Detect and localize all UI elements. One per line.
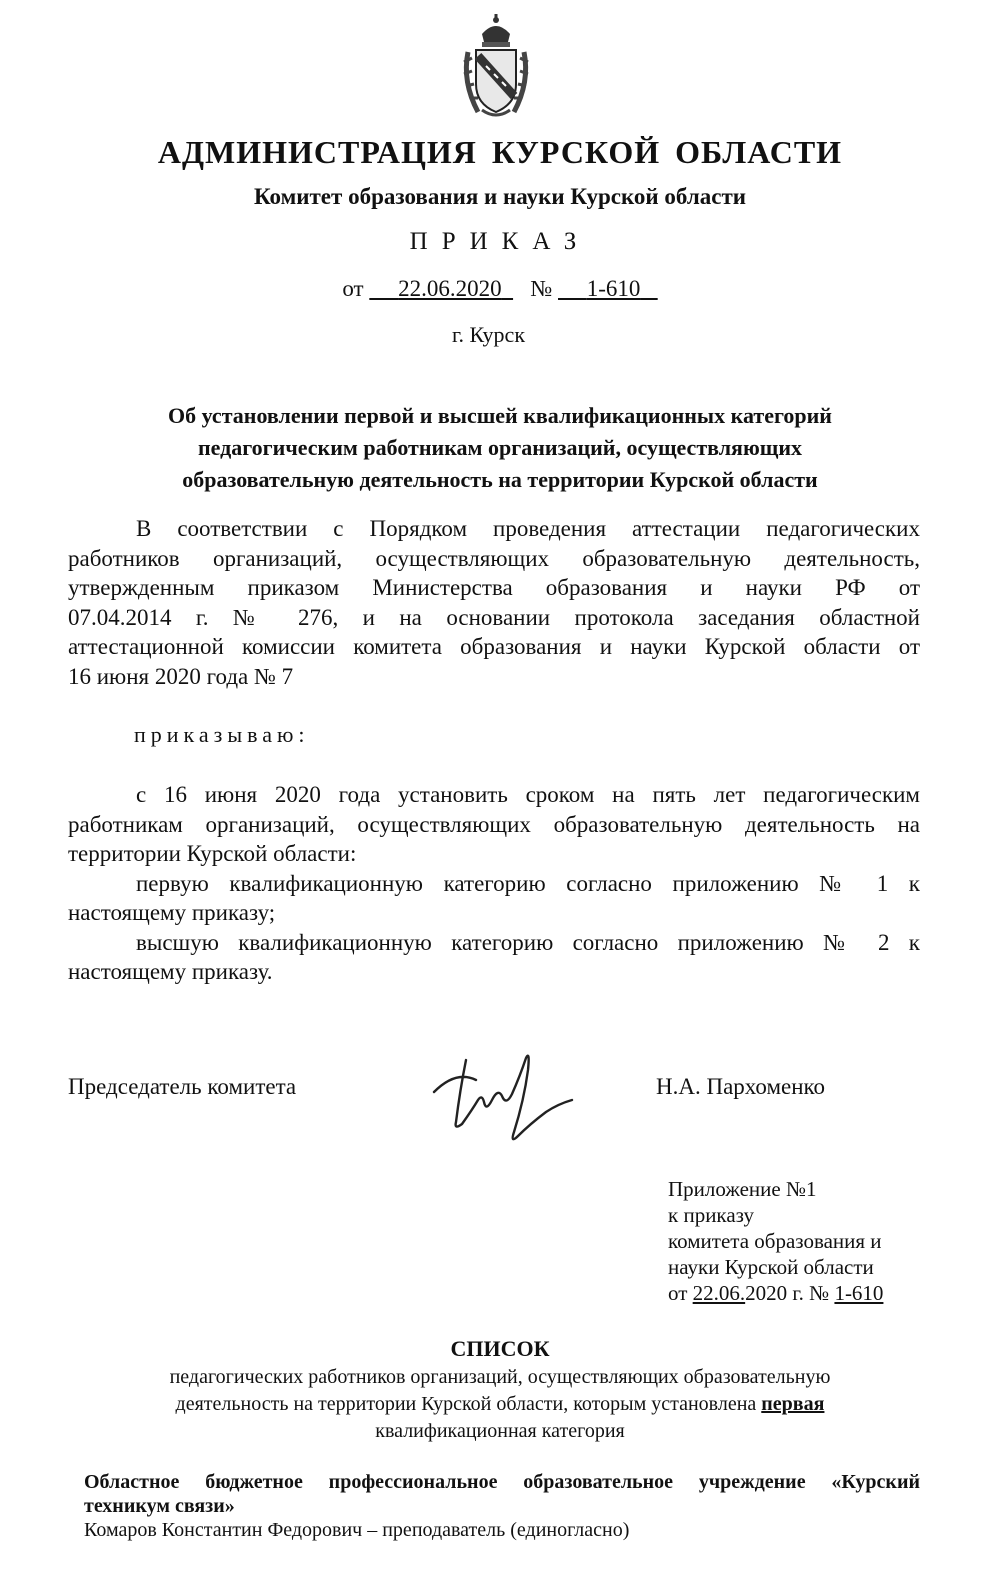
preamble-line: утвержденным приказом Министерства образования и науки РФ от — [68, 575, 920, 600]
subject-line: образовательную деятельность на территории Курской области — [182, 467, 818, 492]
order-subject — [0, 400, 1000, 496]
organization-title: АДМИНИСТРАЦИЯ КУРСКОЙ ОБЛАСТИ — [157, 134, 843, 170]
date-number-line — [0, 276, 1000, 302]
institution-name-line: техникум связи» — [84, 1495, 235, 1517]
category-emphasis: первая — [761, 1393, 825, 1415]
appendix-line: Приложение №1 — [668, 1177, 817, 1201]
preamble-line: 16 июня 2020 года № 7 — [68, 663, 294, 689]
preamble-line: В соответствии с Порядком проведения аттестации педагогических — [136, 516, 920, 541]
preamble-line: 07.04.2014 г. № 276, и на основании протокола заседания областной — [68, 604, 920, 630]
order-word: приказываю: — [134, 722, 310, 747]
employee-entry: Комаров Константин Федорович – преподаватель (единогласно) — [84, 1519, 630, 1541]
order-date: 22.06.2020 — [398, 276, 502, 301]
institution-entry — [84, 1470, 920, 1542]
preamble-paragraph — [68, 514, 920, 691]
appendix-line: комитета образования и — [668, 1229, 882, 1253]
body-line: первую квалификационную категорию согласно приложению № 1 к — [136, 870, 920, 896]
document-type: ПРИКАЗ — [409, 228, 591, 255]
number-prefix: № — [530, 276, 553, 301]
subject-line: Об установлении первой и высшей квалификационных категорий — [168, 403, 832, 428]
list-desc-line: педагогических работников организаций, осуществляющих образовательную — [169, 1366, 831, 1388]
subject-line: педагогическим работникам организаций, осуществляющих — [197, 435, 803, 460]
appendix-line: от 22.06.2020 г. № 1-610 — [668, 1281, 884, 1305]
order-number: 1-610 — [586, 276, 641, 301]
appendix-date: 22.06. — [692, 1281, 746, 1305]
date-prefix: от — [342, 276, 364, 301]
body-line: высшую квалификационную категорию согласно приложению № 2 к — [136, 929, 920, 955]
preamble-line: аттестационной комиссии комитета образования и науки Курской области от — [68, 634, 920, 659]
body-line: территории Курской области: — [68, 841, 357, 866]
preamble-line: работников организаций, осуществляющих образовательную деятельность, — [68, 545, 920, 571]
institution-name-line: Областное бюджетное профессиональное образовательное учреждение «Курский — [84, 1471, 920, 1493]
body-line: с 16 июня 2020 года установить сроком на пять лет педагогическим — [136, 782, 920, 807]
body-line: настоящему приказу; — [68, 900, 276, 925]
city: г. Курск — [452, 322, 526, 347]
list-desc-line: квалификационная категория — [375, 1420, 625, 1442]
coat-of-arms-emblem — [458, 12, 534, 122]
appendix-line: к приказу — [668, 1203, 754, 1227]
handwritten-signature — [426, 1040, 586, 1150]
list-description — [0, 1364, 1000, 1445]
list-title: СПИСОК — [450, 1336, 550, 1361]
signatory-name: Н.А. Пархоменко — [656, 1074, 826, 1099]
body-line: настоящему приказу. — [68, 959, 273, 984]
list-desc-line: деятельность на территории Курской области, которым установлена первая — [175, 1393, 825, 1415]
body-line: работникам организаций, осуществляющих образовательную деятельность на — [68, 811, 920, 837]
appendix-number: 1-610 — [834, 1281, 884, 1305]
appendix-line: науки Курской области — [668, 1255, 874, 1279]
committee-name: Комитет образования и науки Курской области — [254, 184, 746, 209]
appendix-block — [668, 1176, 883, 1306]
signatory-position: Председатель комитета — [68, 1074, 297, 1099]
order-body — [68, 780, 920, 987]
